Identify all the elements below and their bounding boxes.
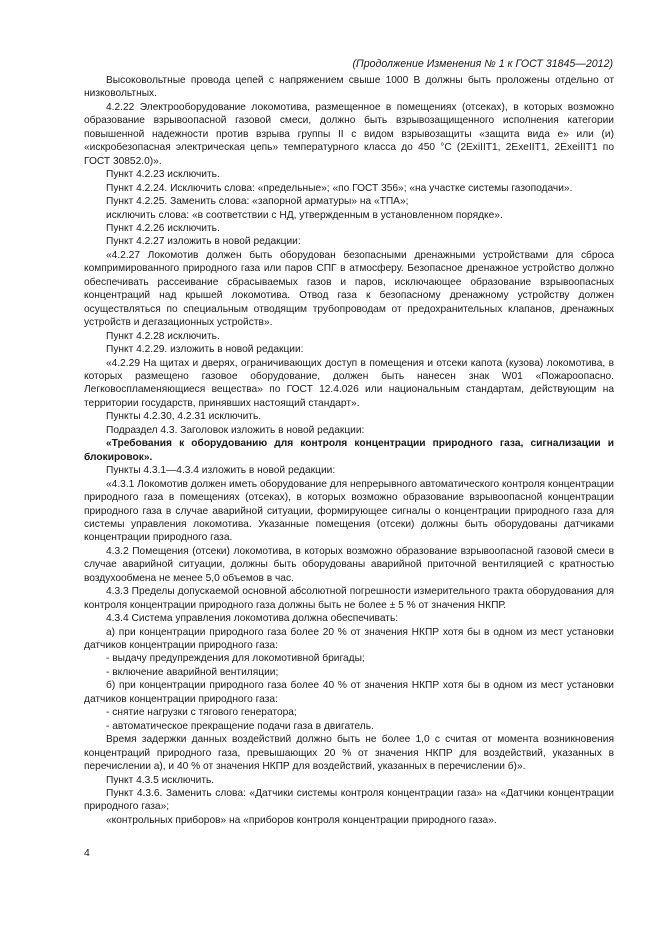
paragraph: «4.3.1 Локомотив должен иметь оборудование для непрерывного автоматического контроля концентрации природного газа в помещениях (отсеках), в которых возможно образование взрывоопасной концентрации природного газа в случае аварийной ситуации, формирующее сигналы о концентрации природного газа для системы управления локомотива. Указанные помещения (отсеки) должны быть оборудованы датчиками концентрации природного газа.: [84, 478, 614, 544]
paragraph: «контрольных приборов» на «приборов контроля концентрации природного газа».: [106, 814, 497, 826]
paragraph: Пункт 4.3.6. Заменить слова: «Датчики системы контроля концентрации газа» на «Датчики концентрации природного газа»;: [84, 788, 614, 813]
paragraph: Пункты 4.2.30, 4.2.31 исключить.: [106, 411, 262, 423]
paragraph: Время задержки данных воздействий должно быть не более 1,0 с считая от момента возникновения концентраций природного газа, превышающих 20 % от значения НКПР для воздействий, указанных в перечислении а), и 40 % от значения НКПР для воздействий, указанных в перечислении б)».: [84, 734, 614, 773]
paragraph: «4.2.29 На щитах и дверях, ограничивающих доступ в помещения и отсеки капота (кузова) локомотива, в которых размещено газовое оборудование, должен быть нанесен знак W01 «Пожароопасно. Легковоспламеняющиеся вещества» по ГОСТ 12.4.026 или национальным стандартам, действующим на территории государств, принявших настоящий стандарт».: [84, 357, 614, 409]
paragraph: Пункт 4.2.27 изложить в новой редакции:: [106, 236, 301, 248]
page-header: (Продолжение Изменения № 1 к ГОСТ 31845—2012): [352, 58, 613, 70]
paragraph: Подраздел 4.3. Заголовок изложить в новой редакции:: [106, 424, 365, 436]
paragraph: «Требования к оборудованию для контроля концентрации природного газа, сигнализации и блокировок».: [84, 438, 614, 463]
paragraph: Пункт 4.2.25. Заменить слова: «запорной арматуры» на «ТПА»;: [106, 196, 409, 208]
paragraph: Пункты 4.3.1—4.3.4 изложить в новой редакции:: [106, 465, 336, 477]
paragraph: а) при концентрации природного газа более 20 % от значения НКПР хотя бы в одном из мест установки датчиков концентрации природного газа:: [84, 626, 614, 652]
paragraph: Пункт 4.2.29. изложить в новой редакции:: [106, 344, 304, 356]
paragraph: исключить слова: «в соответствии с НД, утвержденным в установленном порядке».: [106, 209, 503, 221]
paragraph: Пункт 4.2.23 исключить.: [106, 169, 220, 181]
paragraph: - автоматическое прекращение подачи газа в двигатель.: [106, 720, 374, 732]
paragraph: Пункт 4.2.24. Исключить слова: «предельные»; «по ГОСТ 356»; «на участке системы газоподачи».: [106, 182, 573, 194]
paragraph: «4.2.27 Локомотив должен быть оборудован безопасными дренажными устройствами для сброса компримированного природного газа или паров СПГ в атмосферу. Безопасное дренажное устройство должно обеспечивать рассеивание сбрасываемых газов и паров, исключающее образование взрывоопасных концентраций над крышей локомотива. Отвод газа к безопасному дренажному устройству должен осуществляться по специальным отводящим трубопроводам от предохранительных клапанов, дренажных устройств и дегазационных устройств».: [84, 249, 614, 329]
paragraph: Пункт 4.3.5 исключить.: [106, 774, 215, 786]
paragraph: 4.3.2 Помещения (отсеки) локомотива, в которых возможно образование взрывоопасной газовой смеси в случае аварийной ситуации, должны быть оборудованы аварийной приточной вентиляцией с кратностью воздухообмена не менее 5,0 объемов в час.: [84, 545, 614, 584]
paragraph: Пункт 4.2.26 исключить.: [106, 222, 220, 234]
page-number: 4: [84, 848, 90, 859]
paragraph: - включение аварийной вентиляции;: [106, 666, 279, 678]
paragraph: Пункт 4.2.28 исключить.: [106, 330, 220, 342]
document-body: [84, 74, 614, 827]
paragraph: 4.3.3 Пределы допускаемой основной абсолютной погрешности измерительного тракта оборудования для контроля концентрации природного газа должны быть не более ± 5 % от значения НКПР.: [84, 586, 614, 611]
paragraph: 4.2.22 Электрооборудование локомотива, размещенное в помещениях (отсеках), в которых возможно образование взрывоопасной газовой смеси, должно быть взрывозащищенного исполнения категории повышенной надежности против взрыва группы II с видом взрывозащиты «защита вида е» или (и) «искробезопасная электрическая цепь» температурного класса до 450 °С (2ExiIIT1, 2ExeIIT1, 2ExeiIIT1 по ГОСТ 30852.0)».: [84, 101, 614, 167]
paragraph: - снятие нагрузки с тягового генератора;: [106, 707, 297, 719]
paragraph: - выдачу предупреждения для локомотивной бригады;: [106, 653, 365, 665]
paragraph: б) при концентрации природного газа более 40 % от значения НКПР хотя бы в одном из мест установки датчиков концентрации природного газа:: [84, 680, 614, 705]
paragraph: Высоковольтные провода цепей с напряжением свыше 1000 В должны быть проложены отдельно от низковольтных.: [84, 75, 614, 100]
paragraph: 4.3.4 Система управления локомотива должна обеспечивать:: [106, 613, 399, 625]
